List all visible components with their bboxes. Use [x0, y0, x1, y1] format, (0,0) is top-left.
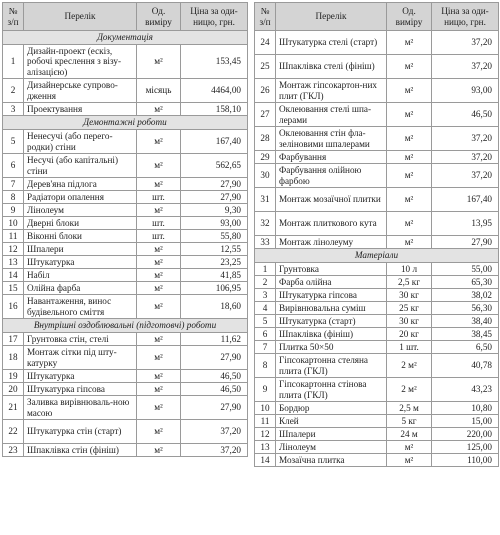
row-number: 12 — [255, 428, 276, 441]
row-price: 562,65 — [181, 154, 248, 178]
row-item-name: Олійна фарба — [24, 282, 137, 295]
right-price-table-panel — [254, 2, 498, 467]
row-number: 5 — [255, 315, 276, 328]
row-number: 9 — [3, 204, 24, 217]
row-unit: м² — [387, 188, 432, 212]
row-item-name: Шпалери — [24, 243, 137, 256]
row-unit: м² — [137, 282, 181, 295]
row-unit: м² — [137, 204, 181, 217]
row-item-name: Лінолеум — [24, 204, 137, 217]
row-price: 37,20 — [432, 31, 499, 55]
row-unit: м² — [137, 154, 181, 178]
row-price: 9,30 — [181, 204, 248, 217]
row-number: 26 — [255, 79, 276, 103]
row-item-name: Гіпсокартонна стінова плита (ГКЛ) — [276, 378, 387, 402]
row-item-name: Клей — [276, 415, 387, 428]
row-price: 56,30 — [432, 302, 499, 315]
row-unit: 2,5 кг — [387, 276, 432, 289]
row-item-name: Монтаж мозаїчної плитки — [276, 188, 387, 212]
row-number: 9 — [255, 378, 276, 402]
row-number: 2 — [255, 276, 276, 289]
right-table-body — [255, 31, 499, 467]
row-number: 23 — [3, 444, 24, 457]
row-unit: шт. — [137, 217, 181, 230]
row-price: 37,20 — [181, 444, 248, 457]
row-item-name: Шпалери — [276, 428, 387, 441]
row-unit: 1 шт. — [387, 341, 432, 354]
table-row — [3, 383, 248, 396]
row-unit: 2 м² — [387, 354, 432, 378]
table-row — [3, 333, 248, 346]
row-number: 10 — [255, 402, 276, 415]
row-number: 22 — [3, 420, 24, 444]
row-item-name: Фарбування — [276, 151, 387, 164]
row-item-name: Проектування — [24, 103, 137, 116]
table-row — [3, 243, 248, 256]
row-item-name: Фарбування олійною фарбою — [276, 164, 387, 188]
table-row — [255, 454, 499, 467]
table-row — [255, 428, 499, 441]
row-unit: м² — [137, 45, 181, 79]
row-unit: 20 кг — [387, 328, 432, 341]
row-number: 28 — [255, 127, 276, 151]
row-item-name: Заливка вирівнюваль-ною масою — [24, 396, 137, 420]
table-row — [255, 378, 499, 402]
section-heading-row — [3, 31, 248, 45]
row-price: 37,20 — [432, 55, 499, 79]
table-row — [255, 236, 499, 249]
row-item-name: Мозаїчна плитка — [276, 454, 387, 467]
row-unit: м² — [387, 31, 432, 55]
row-number: 29 — [255, 151, 276, 164]
row-number: 20 — [3, 383, 24, 396]
section-heading: Демонтажні роботи — [3, 116, 248, 130]
row-item-name: Бордюр — [276, 402, 387, 415]
row-unit: 30 кг — [387, 315, 432, 328]
table-row — [255, 315, 499, 328]
table-row — [3, 178, 248, 191]
section-heading: Внутрішні оздоблювальні (підготовчі) роботи — [3, 319, 248, 333]
table-row — [3, 130, 248, 154]
row-item-name: Штукатурка (старт) — [276, 315, 387, 328]
row-price: 65,30 — [432, 276, 499, 289]
row-number: 11 — [3, 230, 24, 243]
price-table-right — [254, 2, 499, 467]
row-unit: м² — [387, 164, 432, 188]
table-header-row — [3, 3, 248, 31]
row-unit: 25 кг — [387, 302, 432, 315]
row-number: 5 — [3, 130, 24, 154]
table-row — [3, 103, 248, 116]
row-price: 158,10 — [181, 103, 248, 116]
row-item-name: Навантаження, винос будівельного сміття — [24, 295, 137, 319]
row-item-name: Дизайнерське супрово-дження — [24, 79, 137, 103]
row-item-name: Фарба олійна — [276, 276, 387, 289]
row-number: 18 — [3, 346, 24, 370]
table-row — [255, 441, 499, 454]
table-row — [255, 127, 499, 151]
row-number: 14 — [3, 269, 24, 282]
row-unit: м² — [137, 444, 181, 457]
row-number: 32 — [255, 212, 276, 236]
row-item-name: Плитка 50×50 — [276, 341, 387, 354]
row-price: 18,60 — [181, 295, 248, 319]
table-row — [3, 45, 248, 79]
table-row — [3, 396, 248, 420]
row-unit: м² — [137, 103, 181, 116]
row-number: 27 — [255, 103, 276, 127]
left-table-body — [3, 31, 248, 457]
row-number: 3 — [3, 103, 24, 116]
row-price: 27,90 — [181, 191, 248, 204]
row-number: 25 — [255, 55, 276, 79]
table-row — [255, 289, 499, 302]
price-table-left — [2, 2, 248, 457]
row-price: 13,95 — [432, 212, 499, 236]
row-price: 41,85 — [181, 269, 248, 282]
header-name: Перелік — [276, 3, 387, 31]
table-row — [255, 103, 499, 127]
row-unit: м² — [387, 441, 432, 454]
row-unit: м² — [387, 454, 432, 467]
row-number: 4 — [255, 302, 276, 315]
row-number: 1 — [3, 45, 24, 79]
header-num: № з/п — [255, 3, 276, 31]
row-price: 93,00 — [432, 79, 499, 103]
table-row — [3, 217, 248, 230]
row-item-name: Дерев'яна підлога — [24, 178, 137, 191]
row-price: 37,20 — [432, 127, 499, 151]
row-price: 220,00 — [432, 428, 499, 441]
row-price: 38,45 — [432, 328, 499, 341]
table-row — [255, 276, 499, 289]
row-number: 8 — [3, 191, 24, 204]
row-number: 6 — [3, 154, 24, 178]
table-row — [255, 415, 499, 428]
table-row — [255, 31, 499, 55]
row-price: 27,90 — [432, 236, 499, 249]
section-heading-row — [3, 116, 248, 130]
table-row — [255, 55, 499, 79]
table-row — [3, 269, 248, 282]
row-number: 31 — [255, 188, 276, 212]
table-row — [3, 191, 248, 204]
row-price: 46,50 — [181, 370, 248, 383]
table-row — [255, 328, 499, 341]
row-item-name: Радіатори опалення — [24, 191, 137, 204]
row-unit: 30 кг — [387, 289, 432, 302]
row-price: 110,00 — [432, 454, 499, 467]
row-price: 11,62 — [181, 333, 248, 346]
row-price: 37,20 — [432, 164, 499, 188]
table-row — [255, 151, 499, 164]
section-heading: Матеріали — [255, 249, 499, 263]
row-unit: м² — [137, 243, 181, 256]
row-price: 46,50 — [432, 103, 499, 127]
row-item-name: Штукатурка стін (старт) — [24, 420, 137, 444]
row-item-name: Штукатурка гіпсова — [276, 289, 387, 302]
row-item-name: Гіпсокартонна стеляна плита (ГКЛ) — [276, 354, 387, 378]
section-heading-row — [3, 319, 248, 333]
row-number: 15 — [3, 282, 24, 295]
row-number: 11 — [255, 415, 276, 428]
row-price: 40,78 — [432, 354, 499, 378]
row-price: 37,20 — [432, 151, 499, 164]
row-price: 167,40 — [432, 188, 499, 212]
row-unit: шт. — [137, 191, 181, 204]
row-price: 46,50 — [181, 383, 248, 396]
row-number: 1 — [255, 263, 276, 276]
table-row — [255, 164, 499, 188]
row-item-name: Шпаклівка стелі (фініш) — [276, 55, 387, 79]
row-price: 55,80 — [181, 230, 248, 243]
row-price: 27,90 — [181, 396, 248, 420]
row-item-name: Вирівнювальна суміш — [276, 302, 387, 315]
header-unit: Од. виміру — [387, 3, 432, 31]
row-number: 13 — [255, 441, 276, 454]
row-item-name: Штукатурка гіпсова — [24, 383, 137, 396]
section-heading-row — [255, 249, 499, 263]
row-unit: 2,5 м — [387, 402, 432, 415]
table-row — [3, 256, 248, 269]
row-unit: м² — [387, 212, 432, 236]
section-heading: Документація — [3, 31, 248, 45]
row-item-name: Штукатурка — [24, 370, 137, 383]
row-number: 17 — [3, 333, 24, 346]
row-price: 167,40 — [181, 130, 248, 154]
row-item-name: Ненесучі (або перего-родки) стіни — [24, 130, 137, 154]
table-row — [3, 204, 248, 217]
row-item-name: Монтаж лінолеуму — [276, 236, 387, 249]
row-number: 30 — [255, 164, 276, 188]
row-unit: м² — [387, 79, 432, 103]
table-row — [255, 79, 499, 103]
table-row — [255, 188, 499, 212]
row-unit: шт. — [137, 230, 181, 243]
row-unit: м² — [387, 236, 432, 249]
table-row — [3, 346, 248, 370]
table-row — [3, 230, 248, 243]
row-item-name: Дверні блоки — [24, 217, 137, 230]
row-unit: м² — [137, 178, 181, 191]
row-item-name: Несучі (або капітальні) стіни — [24, 154, 137, 178]
left-price-table-panel — [2, 2, 247, 457]
row-number: 7 — [3, 178, 24, 191]
header-price: Ціна за оди-ницю, грн. — [432, 3, 499, 31]
row-unit: м² — [137, 383, 181, 396]
row-unit: м² — [137, 269, 181, 282]
row-unit: 2 м² — [387, 378, 432, 402]
row-unit: м² — [387, 103, 432, 127]
row-unit: м² — [137, 333, 181, 346]
table-row — [255, 263, 499, 276]
row-unit: 5 кг — [387, 415, 432, 428]
row-number: 6 — [255, 328, 276, 341]
row-price: 43,23 — [432, 378, 499, 402]
row-price: 55,00 — [432, 263, 499, 276]
row-price: 93,00 — [181, 217, 248, 230]
row-item-name: Набіл — [24, 269, 137, 282]
row-unit: м² — [137, 370, 181, 383]
row-item-name: Монтаж сітки під шту-катурку — [24, 346, 137, 370]
row-number: 12 — [3, 243, 24, 256]
row-item-name: Монтаж плиткового кута — [276, 212, 387, 236]
table-row — [255, 341, 499, 354]
row-price: 27,90 — [181, 178, 248, 191]
table-row — [255, 402, 499, 415]
row-number: 7 — [255, 341, 276, 354]
row-unit: м² — [387, 127, 432, 151]
row-price: 125,00 — [432, 441, 499, 454]
row-unit: 10 л — [387, 263, 432, 276]
row-number: 24 — [255, 31, 276, 55]
row-price: 6,50 — [432, 341, 499, 354]
row-price: 10,80 — [432, 402, 499, 415]
row-price: 12,55 — [181, 243, 248, 256]
row-price: 27,90 — [181, 346, 248, 370]
row-item-name: Лінолеум — [276, 441, 387, 454]
row-item-name: Оклеювання стін фла-зеліновими шпалерами — [276, 127, 387, 151]
row-unit: місяць — [137, 79, 181, 103]
row-number: 3 — [255, 289, 276, 302]
table-row — [3, 370, 248, 383]
table-row — [255, 302, 499, 315]
row-unit: м² — [137, 396, 181, 420]
row-price: 38,40 — [432, 315, 499, 328]
row-unit: м² — [387, 55, 432, 79]
row-price: 4464,00 — [181, 79, 248, 103]
row-number: 2 — [3, 79, 24, 103]
header-unit: Од. виміру — [137, 3, 181, 31]
row-item-name: Шпаклівка стін (фініш) — [24, 444, 137, 457]
row-price: 38,02 — [432, 289, 499, 302]
row-unit: м² — [137, 295, 181, 319]
table-header-row — [255, 3, 499, 31]
row-unit: м² — [137, 256, 181, 269]
row-number: 19 — [3, 370, 24, 383]
table-row — [3, 79, 248, 103]
row-item-name: Грунтовка стін, стелі — [24, 333, 137, 346]
table-row — [3, 295, 248, 319]
header-num: № з/п — [3, 3, 24, 31]
row-item-name: Монтаж гіпсокартон-них плит (ГКЛ) — [276, 79, 387, 103]
row-number: 21 — [3, 396, 24, 420]
header-price: Ціна за оди-ницю, грн. — [181, 3, 248, 31]
row-unit: м² — [387, 151, 432, 164]
table-row — [3, 282, 248, 295]
row-number: 10 — [3, 217, 24, 230]
row-item-name: Шпаклівка (фініш) — [276, 328, 387, 341]
row-item-name: Штукатурка стелі (старт) — [276, 31, 387, 55]
row-item-name: Оклеювання стелі шпа-лерами — [276, 103, 387, 127]
row-number: 33 — [255, 236, 276, 249]
table-row — [3, 444, 248, 457]
row-number: 14 — [255, 454, 276, 467]
row-unit: 24 м — [387, 428, 432, 441]
header-name: Перелік — [24, 3, 137, 31]
row-number: 8 — [255, 354, 276, 378]
row-unit: м² — [137, 346, 181, 370]
row-price: 106,95 — [181, 282, 248, 295]
row-number: 16 — [3, 295, 24, 319]
row-item-name: Дизайн-проект (ескіз, робочі креслення з візу-алізацією) — [24, 45, 137, 79]
row-price: 37,20 — [181, 420, 248, 444]
row-unit: м² — [137, 420, 181, 444]
table-row — [255, 212, 499, 236]
row-item-name: Штукатурка — [24, 256, 137, 269]
table-row — [3, 154, 248, 178]
row-price: 15,00 — [432, 415, 499, 428]
row-number: 13 — [3, 256, 24, 269]
row-unit: м² — [137, 130, 181, 154]
row-price: 23,25 — [181, 256, 248, 269]
row-price: 153,45 — [181, 45, 248, 79]
row-item-name: Віконні блоки — [24, 230, 137, 243]
row-item-name: Грунтовка — [276, 263, 387, 276]
table-row — [255, 354, 499, 378]
table-row — [3, 420, 248, 444]
